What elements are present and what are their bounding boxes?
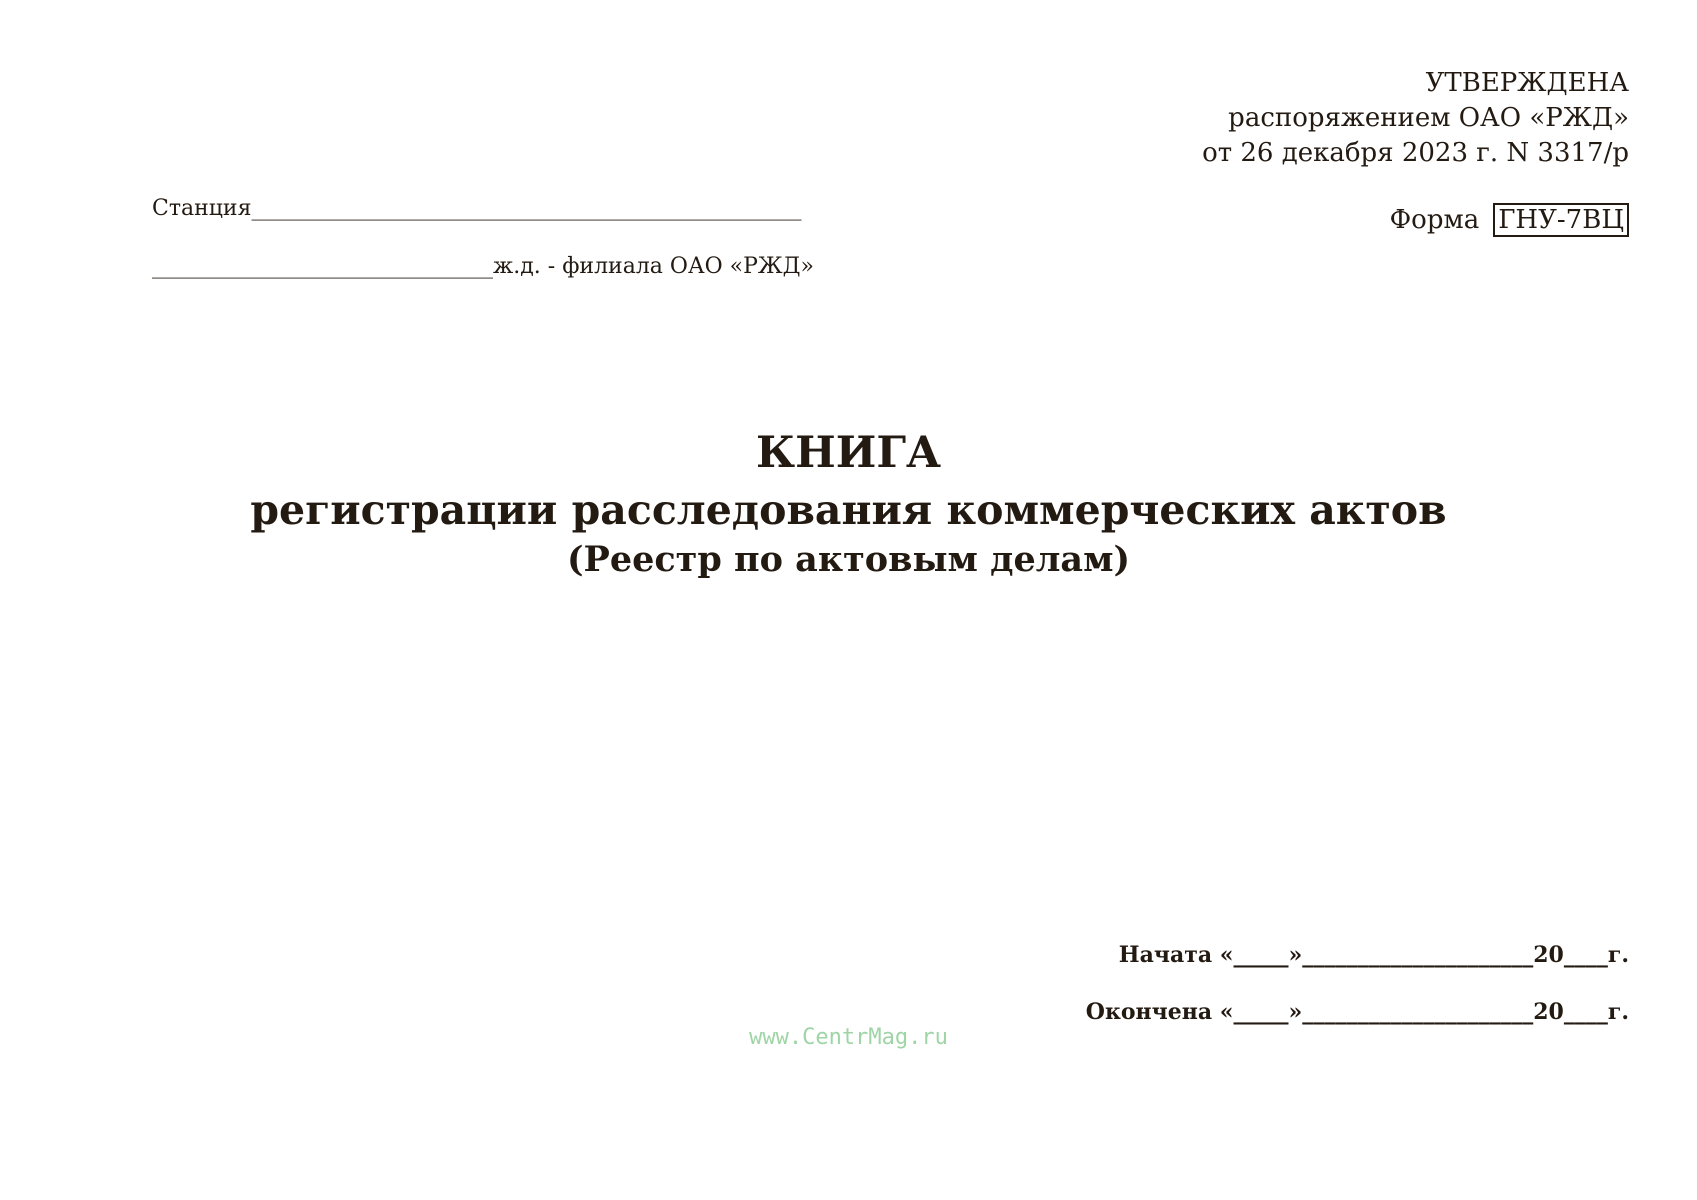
approval-date: от 26 декабря 2023 г. N 3317/р: [1202, 138, 1629, 168]
approval-heading: УТВЕРЖДЕНА: [1425, 68, 1629, 98]
watermark: www.CentrMag.ru: [749, 1025, 948, 1050]
document-title: КНИГА: [755, 428, 942, 478]
title-block: [0, 424, 1697, 582]
form-code-box: ГНУ-7ВЦ: [1493, 203, 1629, 237]
approval-order: распоряжением ОАО «РЖД»: [1228, 103, 1629, 133]
end-date-field: Окончена «_____»_____________________20____г.: [1085, 999, 1629, 1025]
start-date-field: Начата «_____»_____________________20____г.: [1118, 942, 1629, 968]
document-subtitle-parenthetical: (Реестр по актовым делам): [566, 539, 1131, 580]
form-label: Форма: [1389, 205, 1480, 235]
form-code: [1390, 203, 1629, 237]
station-field: Станция__________________________________________________: [152, 196, 802, 221]
railway-branch-field: _______________________________ж.д. - филиала ОАО «РЖД»: [152, 254, 814, 279]
approval-stamp: [1202, 66, 1629, 171]
document-subtitle: регистрации расследования коммерческих актов: [250, 486, 1447, 534]
